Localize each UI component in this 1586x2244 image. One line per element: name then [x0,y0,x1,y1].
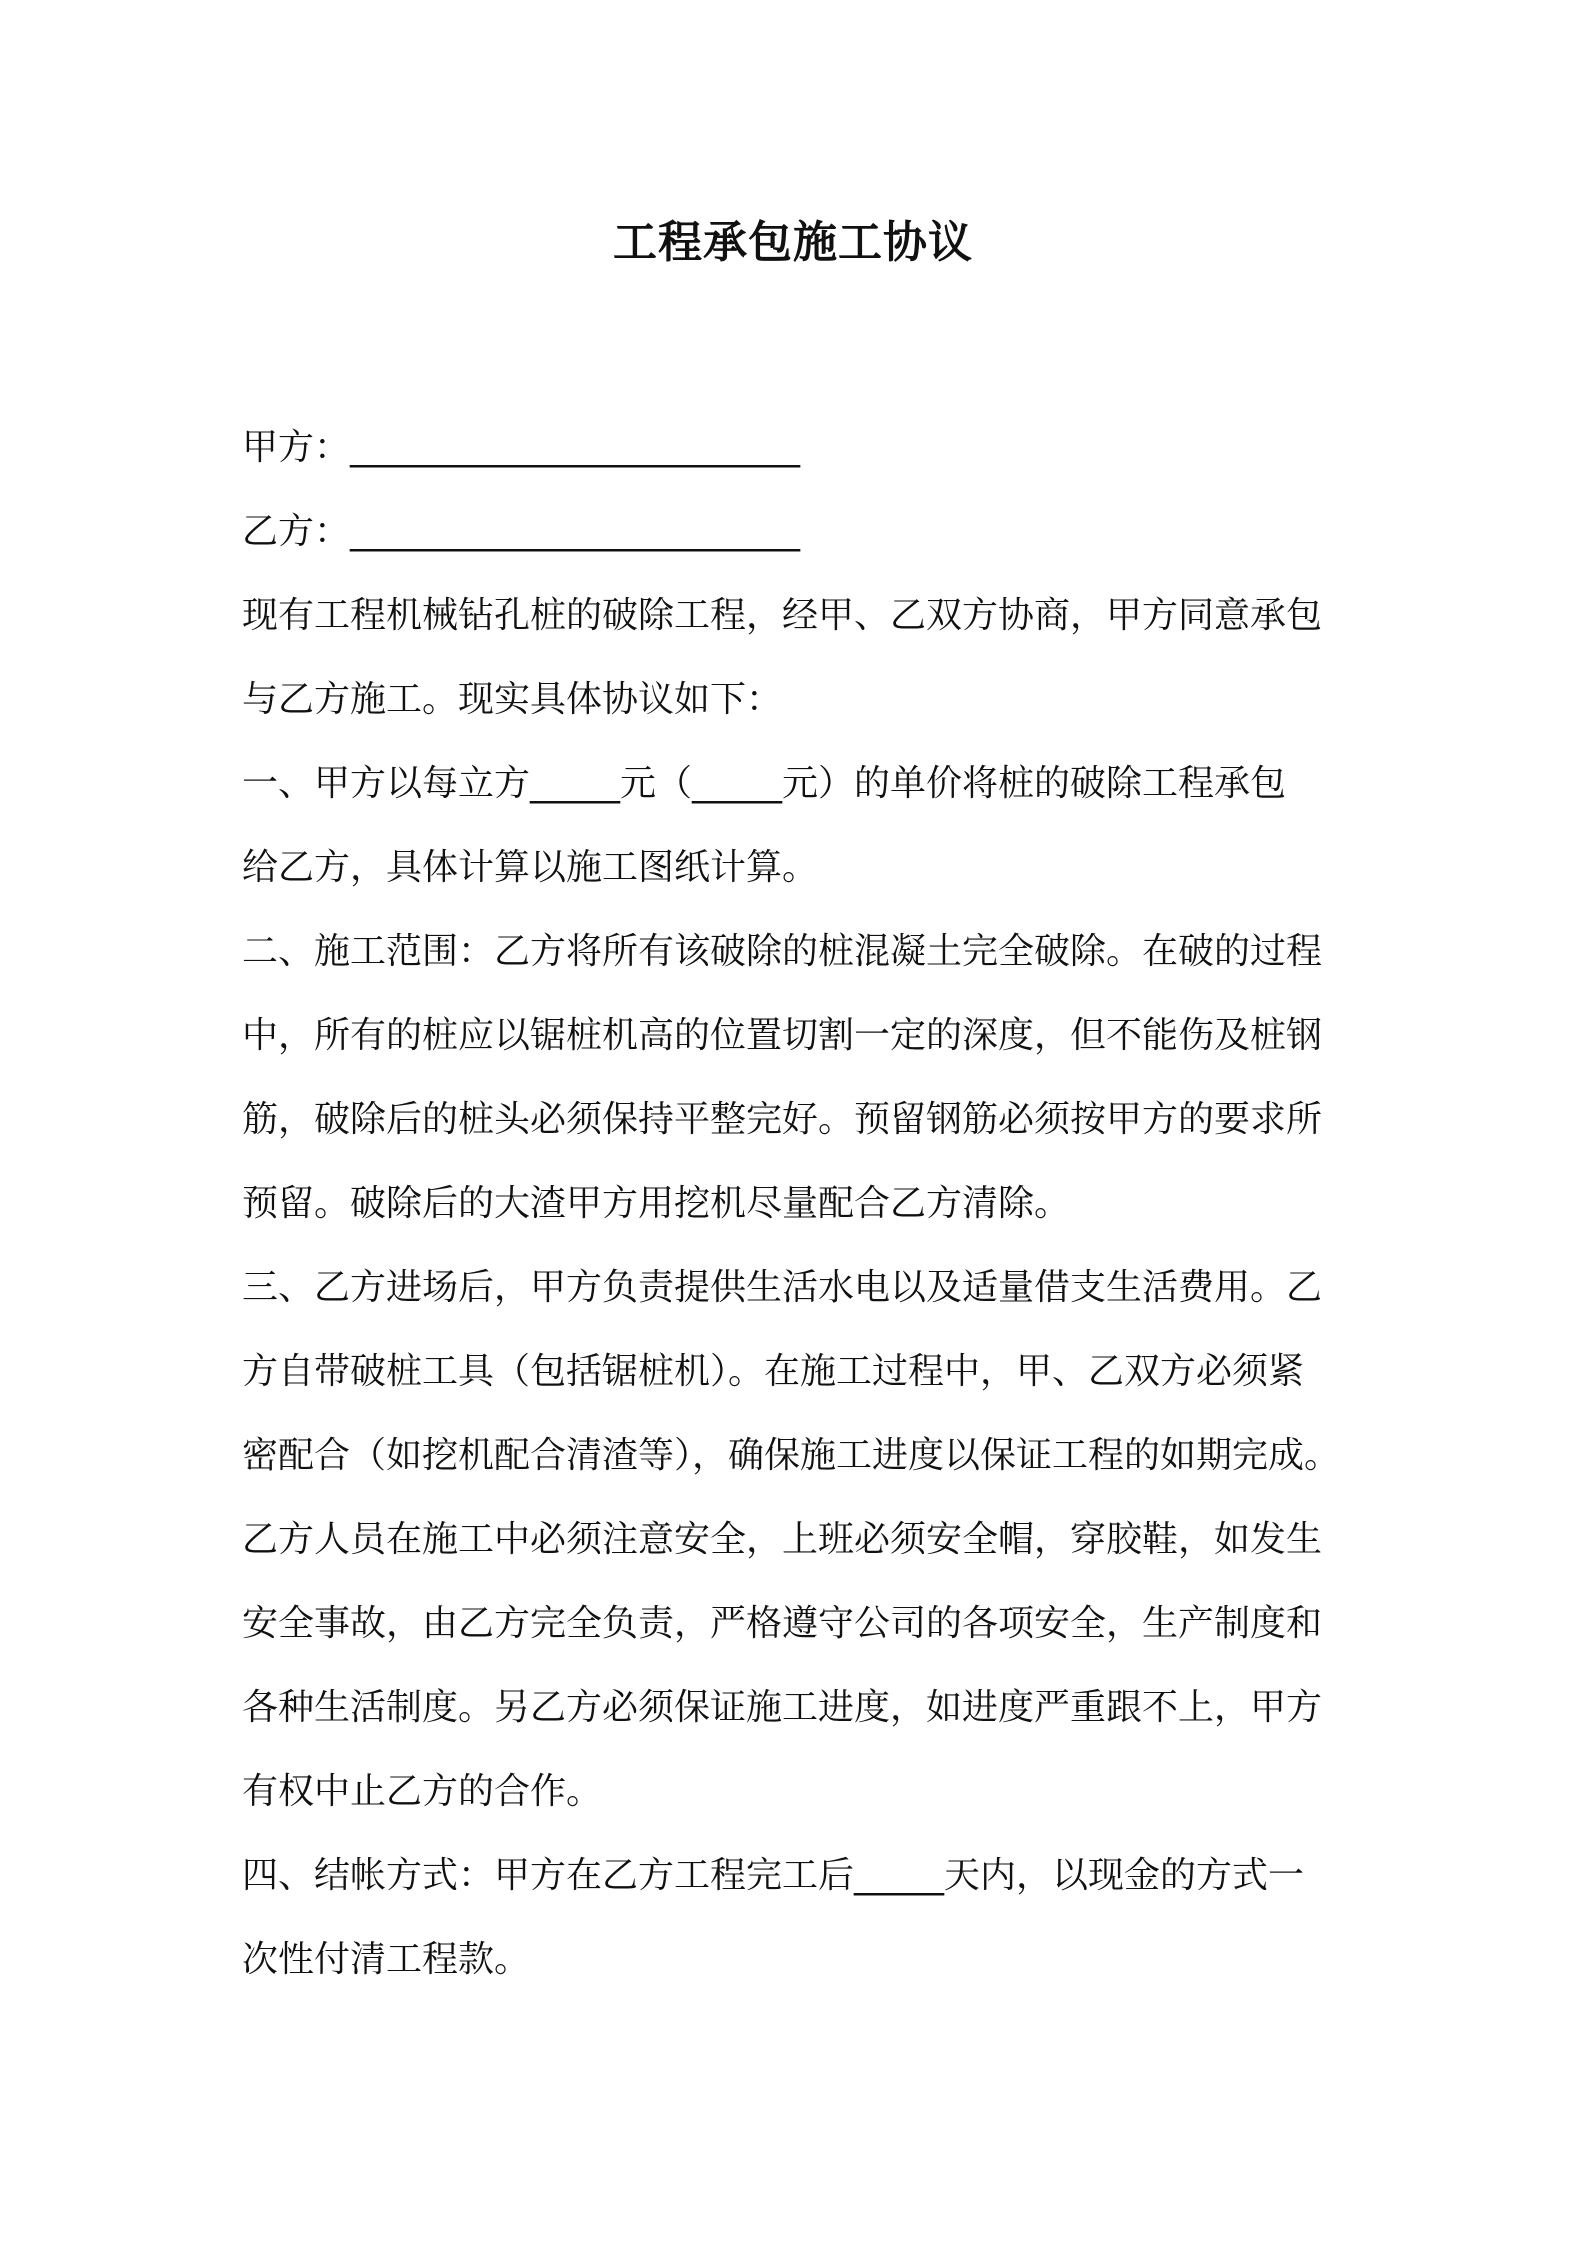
clause-3-line-1: 三、乙方进场后，甲方负责提供生活水电以及适量借支生活费用。乙 [242,1267,1323,1308]
party-a-line: 甲方：_________________________ [242,427,801,468]
clause-3-line-7: 有权中止乙方的合作。 [242,1771,603,1812]
clause-2-line-4: 预留。破除后的大渣甲方用挖机尽量配合乙方清除。 [242,1183,1071,1224]
clause-3-line-6: 各种生活制度。另乙方必须保证施工进度，如进度严重跟不上，甲方 [242,1687,1323,1728]
clause-4-line-2: 次性付清工程款。 [242,1939,531,1980]
party-b-line: 乙方：_________________________ [242,511,801,552]
clause-2-line-3: 筋，破除后的桩头必须保持平整完好。预留钢筋必须按甲方的要求所 [242,1099,1323,1140]
clause-3-line-2: 方自带破桩工具（包括锯桩机）。在施工过程中，甲、乙双方必须紧 [242,1351,1305,1392]
clause-1-line-2: 给乙方，具体计算以施工图纸计算。 [242,847,819,888]
intro-line-2: 与乙方施工。现实具体协议如下： [242,679,783,720]
clause-1-line-1: 一、甲方以每立方_____元（_____元）的单价将桩的破除工程承包 [242,763,1287,804]
clause-3-line-4: 乙方人员在施工中必须注意安全，上班必须安全帽，穿胶鞋，如发生 [242,1519,1323,1560]
clause-3-line-5: 安全事故，由乙方完全负责，严格遵守公司的各项安全，生产制度和 [242,1603,1323,1644]
clause-4-line-1: 四、结帐方式：甲方在乙方工程完工后_____天内，以现金的方式一 [242,1855,1305,1896]
intro-line-1: 现有工程机械钻孔桩的破除工程，经甲、乙双方协商，甲方同意承包 [242,595,1323,636]
document-body [242,406,1352,2002]
clause-3-line-3: 密配合（如挖机配合清渣等），确保施工进度以保证工程的如期完成。 [242,1435,1341,1476]
clause-2-line-1: 二、施工范围：乙方将所有该破除的桩混凝土完全破除。在破的过程 [242,931,1323,972]
clause-2-line-2: 中，所有的桩应以锯桩机高的位置切割一定的深度，但不能伤及桩钢 [242,1015,1323,1056]
document-title: 工程承包施工协议 [613,217,973,268]
